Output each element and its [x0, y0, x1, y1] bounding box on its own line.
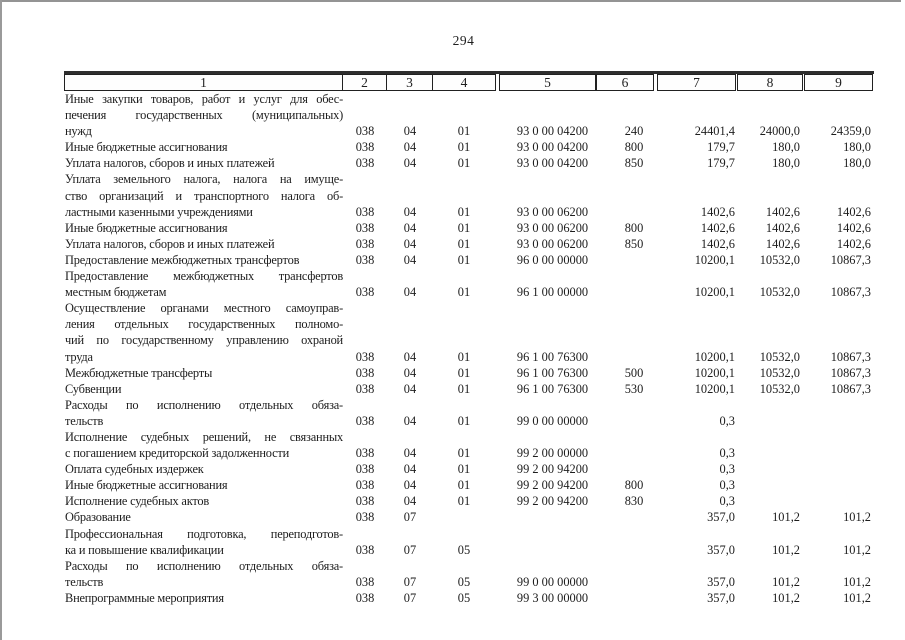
- row-label: [65, 493, 343, 509]
- cell-col8: 10532,0: [759, 365, 800, 380]
- cell-col2: 038: [355, 285, 375, 300]
- cell-col8: 180,0: [772, 156, 800, 171]
- cell-col5: 99 3 00 00000: [516, 590, 589, 605]
- page-number: 294: [452, 33, 475, 48]
- cell-col3: 04: [403, 413, 417, 428]
- cell-col7: 24401,4: [694, 124, 735, 139]
- row-label-line: Межбюджетные трансферты: [65, 365, 213, 380]
- cell-col9: 1402,6: [836, 236, 871, 251]
- cell-col2: 038: [355, 236, 375, 251]
- cell-col7: 0,3: [719, 494, 735, 509]
- cell-col2: 038: [355, 478, 375, 493]
- row-label: [65, 429, 343, 461]
- row-label: [65, 526, 343, 558]
- row-label-line: Исполнение судебных решений, не связанных: [65, 429, 343, 444]
- table-row: [65, 590, 871, 606]
- table-row: [65, 220, 871, 236]
- row-label-line: ластными казенными учреждениями: [65, 204, 253, 219]
- row-label-line: ка и повышение квалификации: [65, 542, 224, 557]
- cell-col6: 800: [624, 140, 644, 155]
- column-header-cell-4: 4: [432, 74, 496, 91]
- row-label: [65, 91, 343, 139]
- cell-col2: 038: [355, 542, 375, 557]
- row-label: [65, 397, 343, 429]
- row-label-line: ления отдельных государственных полномо-: [65, 317, 343, 332]
- cell-col7: 0,3: [719, 446, 735, 461]
- column-header-cell-2: 2: [342, 74, 387, 91]
- cell-col9: 10867,3: [830, 285, 871, 300]
- cell-col8: 10532,0: [759, 285, 800, 300]
- scan-edge-left: [0, 0, 2, 640]
- cell-col8: 10532,0: [759, 381, 800, 396]
- cell-col3: 04: [403, 494, 417, 509]
- cell-col2: 038: [355, 156, 375, 171]
- cell-col2: 038: [355, 494, 375, 509]
- cell-col4: [433, 509, 495, 525]
- cell-col4: 01: [457, 252, 471, 267]
- table-row: [65, 171, 871, 219]
- cell-col8: 101,2: [772, 590, 800, 605]
- cell-col3: 04: [403, 365, 417, 380]
- cell-col6: [610, 461, 658, 477]
- cell-col9: 1402,6: [836, 220, 871, 235]
- cell-col5: 93 0 00 06200: [516, 236, 589, 251]
- table-row: [65, 300, 871, 364]
- cell-col5: 96 1 00 76300: [516, 365, 589, 380]
- cell-col7: 0,3: [719, 478, 735, 493]
- cell-col2: 038: [355, 365, 375, 380]
- cell-col6: 850: [624, 236, 644, 251]
- cell-col8: 24000,0: [759, 124, 800, 139]
- cell-col9: 101,2: [843, 574, 871, 589]
- cell-col3: 04: [403, 349, 417, 364]
- cell-col4: 01: [457, 494, 471, 509]
- row-label-line: Образование: [65, 510, 131, 525]
- table-row: [65, 155, 871, 171]
- row-label-line: Расходы по исполнению отдельных обяза-: [65, 397, 343, 412]
- cell-col6: [610, 268, 658, 300]
- cell-col3: 04: [403, 124, 417, 139]
- cell-col8: 10532,0: [759, 349, 800, 364]
- row-label: [65, 365, 343, 381]
- table-row: [65, 268, 871, 300]
- row-label-line: Субвенции: [65, 381, 122, 396]
- cell-col2: 038: [355, 204, 375, 219]
- row-label: [65, 220, 343, 236]
- row-label-line: местным бюджетам: [65, 285, 167, 300]
- cell-col2: 038: [355, 510, 375, 525]
- cell-col9: 180,0: [843, 156, 871, 171]
- cell-col8: 1402,6: [765, 236, 800, 251]
- column-header-cell-8: 8: [737, 74, 803, 91]
- row-label-line: Исполнение судебных актов: [65, 494, 210, 509]
- cell-col6: [610, 509, 658, 525]
- cell-col9: 101,2: [843, 542, 871, 557]
- cell-col3: 04: [403, 446, 417, 461]
- column-header-cell-7: 7: [657, 74, 736, 91]
- cell-col5: 99 2 00 94200: [516, 494, 589, 509]
- row-label-line: тельств: [65, 413, 104, 428]
- cell-col9: 10867,3: [830, 252, 871, 267]
- cell-col6: [610, 171, 658, 219]
- cell-col8: 101,2: [772, 510, 800, 525]
- cell-col2: 038: [355, 381, 375, 396]
- row-label-line: Иные закупки товаров, работ и услуг для обес-: [65, 92, 343, 106]
- cell-col6: [610, 590, 658, 606]
- cell-col4: 01: [457, 156, 471, 171]
- cell-col5: [495, 526, 610, 558]
- cell-col3: 07: [403, 590, 417, 605]
- table-row: [65, 558, 871, 590]
- row-label: [65, 590, 343, 606]
- cell-col9: [800, 461, 871, 477]
- cell-col7: 10200,1: [694, 252, 735, 267]
- cell-col8: 1402,6: [765, 220, 800, 235]
- table-row: [65, 365, 871, 381]
- table-row: [65, 509, 871, 525]
- cell-col8: 101,2: [772, 574, 800, 589]
- table-row: [65, 526, 871, 558]
- cell-col3: 04: [403, 236, 417, 251]
- scan-edge-top: [0, 0, 901, 2]
- cell-col8: [735, 397, 800, 429]
- cell-col9: 10867,3: [830, 365, 871, 380]
- cell-col4: 05: [457, 590, 471, 605]
- cell-col4: 01: [457, 462, 471, 477]
- column-header-cell-1: 1: [64, 74, 343, 91]
- cell-col6: 500: [624, 365, 644, 380]
- cell-col4: 01: [457, 478, 471, 493]
- row-label: [65, 236, 343, 252]
- cell-col4: 01: [457, 124, 471, 139]
- cell-col4: 05: [457, 574, 471, 589]
- cell-col5: 99 0 00 00000: [516, 574, 589, 589]
- cell-col5: 96 1 00 76300: [516, 349, 589, 364]
- cell-col7: 10200,1: [694, 285, 735, 300]
- cell-col2: 038: [355, 446, 375, 461]
- row-label-line: ство организаций и транспортного налога об-: [65, 188, 343, 203]
- cell-col2: 038: [355, 349, 375, 364]
- cell-col7: 1402,6: [700, 220, 735, 235]
- cell-col2: 038: [355, 590, 375, 605]
- cell-col2: 038: [355, 574, 375, 589]
- table-row: [65, 236, 871, 252]
- cell-col5: 93 0 00 06200: [516, 204, 589, 219]
- column-header-cell-9: 9: [804, 74, 873, 91]
- cell-col3: 04: [403, 478, 417, 493]
- cell-col9: 101,2: [843, 510, 871, 525]
- cell-col3: 07: [403, 510, 417, 525]
- cell-col7: 179,7: [707, 140, 735, 155]
- row-label-line: Иные бюджетные ассигнования: [65, 220, 228, 235]
- row-label: [65, 381, 343, 397]
- cell-col2: 038: [355, 462, 375, 477]
- row-label-line: печения государственных (муниципальных): [65, 108, 343, 123]
- cell-col4: 01: [457, 285, 471, 300]
- cell-col5: 99 2 00 94200: [516, 462, 589, 477]
- cell-col8: 180,0: [772, 140, 800, 155]
- cell-col7: 357,0: [707, 542, 735, 557]
- cell-col9: [800, 477, 871, 493]
- cell-col8: 1402,6: [765, 204, 800, 219]
- cell-col6: 240: [624, 124, 644, 139]
- cell-col6: [610, 429, 658, 461]
- cell-col6: 830: [624, 494, 644, 509]
- row-label: [65, 268, 343, 300]
- row-label: [65, 139, 343, 155]
- row-label-line: Осуществление органами местного самоуправ-: [65, 301, 343, 316]
- column-header-cell-3: 3: [386, 74, 433, 91]
- cell-col9: 24359,0: [830, 124, 871, 139]
- row-label-line: Уплата налогов, сборов и иных платежей: [65, 236, 275, 251]
- row-label-line: Расходы по исполнению отдельных обяза-: [65, 558, 343, 573]
- cell-col6: [610, 300, 658, 364]
- row-label-line: Уплата земельного налога, налога на имуще-: [65, 172, 343, 187]
- cell-col5: 99 2 00 00000: [516, 446, 589, 461]
- row-label: [65, 477, 343, 493]
- row-label-line: Уплата налогов, сборов и иных платежей: [65, 156, 275, 171]
- cell-col5: 99 2 00 94200: [516, 478, 589, 493]
- cell-col7: 0,3: [719, 462, 735, 477]
- row-label-line: труда: [65, 349, 93, 364]
- cell-col6: 850: [624, 156, 644, 171]
- cell-col6: [610, 526, 658, 558]
- cell-col6: 800: [624, 220, 644, 235]
- row-label-line: Предоставление межбюджетных трансфертов: [65, 269, 343, 284]
- row-label-line: тельств: [65, 574, 104, 589]
- cell-col8: [735, 429, 800, 461]
- row-label-line: Профессиональная подготовка, переподготов-: [65, 526, 343, 541]
- cell-col4: 01: [457, 381, 471, 396]
- row-label: [65, 252, 343, 268]
- table-row: [65, 91, 871, 139]
- cell-col3: 04: [403, 381, 417, 396]
- cell-col4: 01: [457, 236, 471, 251]
- cell-col3: 04: [403, 156, 417, 171]
- cell-col2: 038: [355, 413, 375, 428]
- cell-col9: 10867,3: [830, 381, 871, 396]
- cell-col6: [610, 397, 658, 429]
- cell-col5: 96 1 00 76300: [516, 381, 589, 396]
- cell-col4: 01: [457, 446, 471, 461]
- cell-col4: 01: [457, 349, 471, 364]
- row-label: [65, 461, 343, 477]
- cell-col5: 96 0 00 00000: [516, 252, 589, 267]
- cell-col7: 357,0: [707, 510, 735, 525]
- cell-col3: 07: [403, 574, 417, 589]
- table-row: [65, 493, 871, 509]
- cell-col5: 93 0 00 04200: [516, 124, 589, 139]
- cell-col6: [610, 252, 658, 268]
- row-label-line: нужд: [65, 124, 92, 139]
- cell-col8: 10532,0: [759, 252, 800, 267]
- budget-table: [65, 91, 871, 606]
- cell-col4: 01: [457, 365, 471, 380]
- cell-col4: 01: [457, 204, 471, 219]
- row-label-line: Предоставление межбюджетных трансфертов: [65, 252, 300, 267]
- cell-col3: 04: [403, 204, 417, 219]
- cell-col5: 93 0 00 04200: [516, 156, 589, 171]
- row-label-line: чий по государственному управлению охраной: [65, 333, 343, 348]
- cell-col2: 038: [355, 252, 375, 267]
- cell-col5: 93 0 00 04200: [516, 140, 589, 155]
- cell-col7: 1402,6: [700, 236, 735, 251]
- cell-col3: 07: [403, 542, 417, 557]
- cell-col7: 10200,1: [694, 381, 735, 396]
- table-row: [65, 252, 871, 268]
- row-label: [65, 509, 343, 525]
- cell-col7: 357,0: [707, 590, 735, 605]
- row-label: [65, 171, 343, 219]
- cell-col9: [800, 493, 871, 509]
- cell-col8: 101,2: [772, 542, 800, 557]
- cell-col9: 101,2: [843, 590, 871, 605]
- cell-col3: 04: [403, 252, 417, 267]
- cell-col6: [610, 558, 658, 590]
- cell-col7: 357,0: [707, 574, 735, 589]
- cell-col4: 01: [457, 140, 471, 155]
- table-row: [65, 477, 871, 493]
- cell-col7: 0,3: [719, 413, 735, 428]
- cell-col8: [735, 461, 800, 477]
- column-header-cell-6: 6: [596, 74, 654, 91]
- table-row: [65, 397, 871, 429]
- cell-col9: 180,0: [843, 140, 871, 155]
- cell-col9: [800, 429, 871, 461]
- cell-col3: 04: [403, 140, 417, 155]
- row-label-line: Иные бюджетные ассигнования: [65, 478, 228, 493]
- cell-col5: [495, 509, 610, 525]
- cell-col5: 96 1 00 00000: [516, 285, 589, 300]
- column-header-cell-5: 5: [499, 74, 596, 91]
- cell-col7: 10200,1: [694, 349, 735, 364]
- row-label-line: Внепрограммные мероприятия: [65, 590, 224, 605]
- row-label: [65, 558, 343, 590]
- cell-col9: 10867,3: [830, 349, 871, 364]
- cell-col7: 1402,6: [700, 204, 735, 219]
- row-label-line: Оплата судебных издержек: [65, 462, 204, 477]
- cell-col7: 10200,1: [694, 365, 735, 380]
- cell-col4: 05: [457, 542, 471, 557]
- table-row: [65, 461, 871, 477]
- table-row: [65, 139, 871, 155]
- cell-col9: [800, 397, 871, 429]
- table-row: [65, 381, 871, 397]
- cell-col3: 04: [403, 285, 417, 300]
- cell-col2: 038: [355, 220, 375, 235]
- cell-col8: [735, 493, 800, 509]
- row-label: [65, 300, 343, 364]
- row-label-line: Иные бюджетные ассигнования: [65, 140, 228, 155]
- cell-col6: 530: [624, 381, 644, 396]
- cell-col8: [735, 477, 800, 493]
- cell-col6: 800: [624, 478, 644, 493]
- cell-col5: 99 0 00 00000: [516, 413, 589, 428]
- table-row: [65, 429, 871, 461]
- cell-col2: 038: [355, 140, 375, 155]
- row-label-line: с погашением кредиторской задолженности: [65, 446, 290, 461]
- cell-col5: 93 0 00 06200: [516, 220, 589, 235]
- cell-col9: 1402,6: [836, 204, 871, 219]
- row-label: [65, 155, 343, 171]
- cell-col3: 04: [403, 462, 417, 477]
- cell-col4: 01: [457, 220, 471, 235]
- cell-col7: 179,7: [707, 156, 735, 171]
- cell-col4: 01: [457, 413, 471, 428]
- cell-col2: 038: [355, 124, 375, 139]
- cell-col3: 04: [403, 220, 417, 235]
